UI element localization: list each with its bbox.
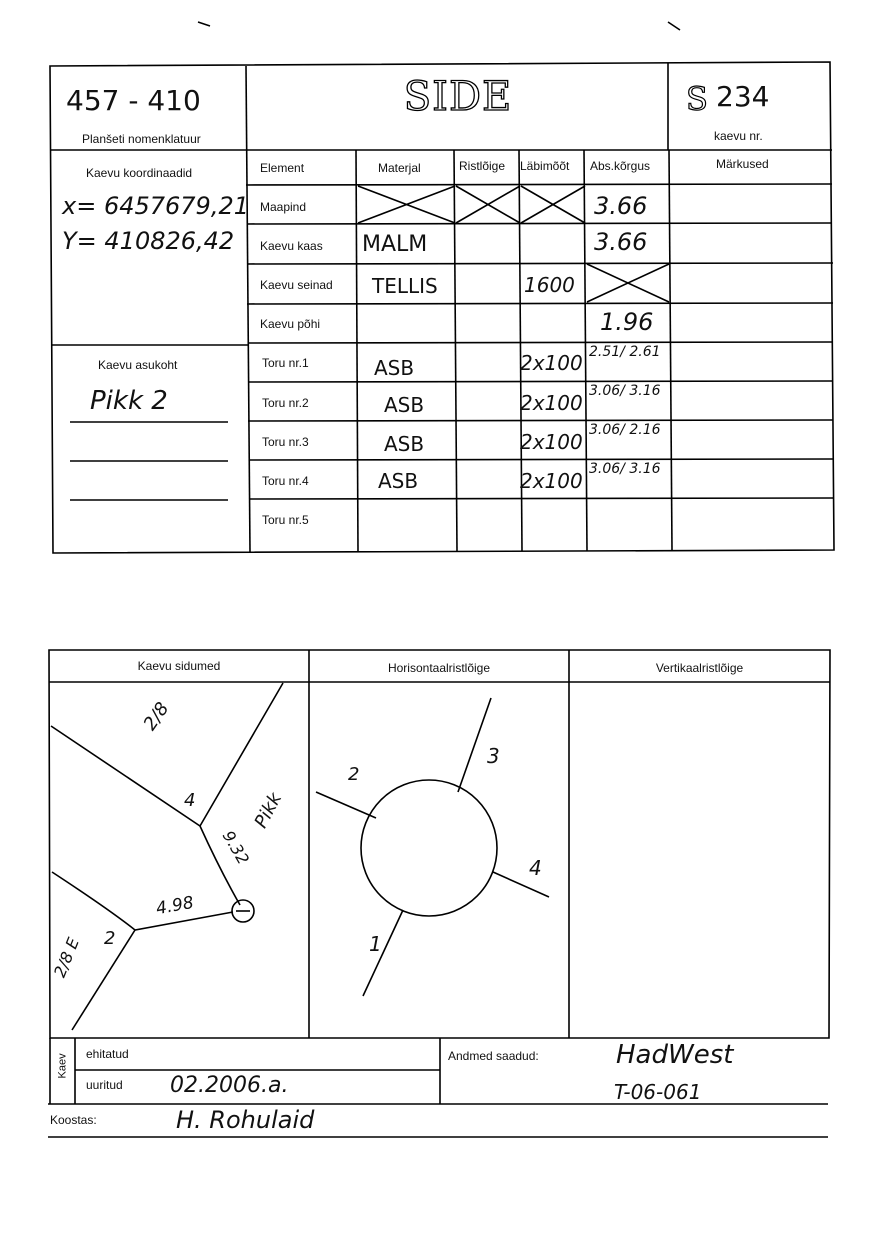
col-header-diameter: Läbimõõt: [520, 159, 570, 173]
map-sheet-value: 457 - 410: [66, 84, 201, 117]
table-cell-diameter: 2x100: [520, 430, 583, 454]
table-cell-diameter: 1600: [524, 273, 575, 297]
table-cell-height: 2.51/ 2.61: [589, 344, 661, 360]
table-cell-material: ASB: [374, 356, 415, 380]
table-row-label: Toru nr.2: [262, 396, 309, 410]
surveyed-label: uuritud: [86, 1078, 123, 1092]
well-number-label: kaevu nr.: [714, 129, 763, 143]
coord-x: x= 6457679,21: [62, 192, 249, 220]
col-header-element: Element: [260, 161, 305, 175]
table-row-label: Toru nr.4: [262, 474, 309, 488]
tie-label: 2/8 E: [49, 934, 83, 981]
table-cell-height: 3.06/ 3.16: [589, 383, 661, 399]
well-number-value: 234: [716, 80, 770, 113]
table-row-label: Kaevu seinad: [260, 278, 333, 292]
pipe-label: 1: [369, 932, 382, 956]
compiled-value: H. Rohulaid: [176, 1106, 315, 1134]
surveyed-value: 02.2006.a.: [170, 1073, 289, 1098]
compiled-label: Koostas:: [50, 1113, 97, 1127]
col-header-abs-height: Abs.kõrgus: [590, 159, 651, 173]
table-cell-material: ASB: [384, 393, 425, 417]
tie-label: 2/8: [139, 698, 174, 735]
col-header-notes: Märkused: [716, 157, 769, 171]
pipe-label: 2: [348, 764, 360, 785]
tie-label: 4: [184, 790, 196, 811]
col-header-cross-section: Ristlõige: [459, 159, 506, 173]
table-row-label: Kaevu kaas: [260, 239, 323, 253]
well-side-label: Kaev: [56, 1053, 69, 1079]
table-cell-height: 3.66: [594, 228, 648, 256]
well-prefix: S: [686, 80, 708, 118]
map-sheet-label: Planšeti nomenklatuur: [82, 132, 201, 146]
table-cell-material: ASB: [378, 469, 419, 493]
table-row-label: Toru nr.5: [262, 513, 309, 527]
table-row-label: Toru nr.1: [262, 356, 309, 370]
table-cell-diameter: 2x100: [520, 351, 583, 375]
vertical-section-header: Vertikaalristlõige: [655, 661, 744, 675]
table-row-label: Maapind: [260, 200, 307, 214]
table-cell-material: MALM: [362, 232, 428, 257]
coords-label: Kaevu koordinaadid: [86, 166, 193, 180]
table-cell-height: 3.06/ 3.16: [589, 461, 661, 477]
coord-y: Y= 410826,42: [62, 227, 235, 255]
table-row-label: Toru nr.3: [262, 435, 309, 449]
table-cell-diameter: 2x100: [520, 469, 583, 493]
data-from-label: Andmed saadud:: [448, 1049, 539, 1063]
col-header-material: Materjal: [378, 161, 421, 175]
pipe-label: 4: [529, 856, 542, 880]
table-cell-height: 3.06/ 2.16: [589, 422, 661, 438]
horizontal-section-header: Horisontaalristlõige: [387, 661, 491, 675]
tie-label: 9.32: [218, 827, 253, 868]
tie-label: 2: [104, 928, 116, 949]
table-row-label: Kaevu põhi: [260, 317, 321, 331]
page-title: SIDE: [403, 74, 513, 120]
table-cell-material: TELLIS: [372, 274, 438, 298]
pipe-label: 3: [487, 744, 500, 768]
location-label: Kaevu asukoht: [98, 358, 178, 372]
built-label: ehitatud: [86, 1047, 129, 1061]
street-label: Pikk: [250, 789, 287, 832]
data-from-value: HadWest: [616, 1040, 734, 1070]
location-value: Pikk 2: [90, 386, 168, 416]
ties-header: Kaevu sidumed: [137, 659, 221, 673]
table-cell-height: 1.96: [600, 308, 654, 336]
table-cell-diameter: 2x100: [520, 391, 583, 415]
tie-label: 4.98: [154, 892, 196, 920]
data-code: T-06-061: [614, 1080, 702, 1104]
table-cell-height: 3.66: [594, 192, 648, 220]
table-cell-material: ASB: [384, 432, 425, 456]
